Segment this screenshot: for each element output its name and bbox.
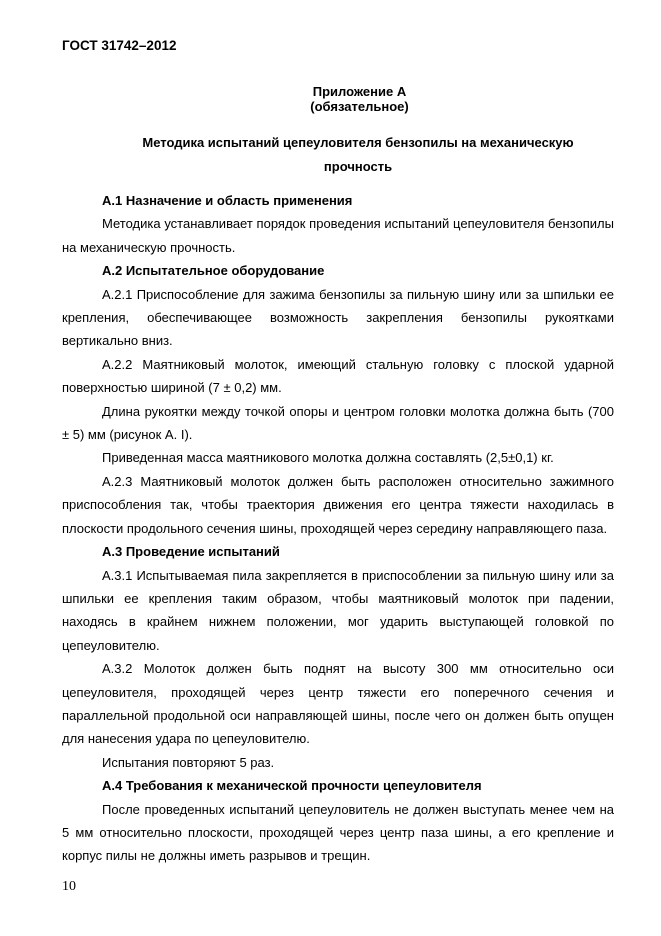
annex-title-line1: Методика испытаний цепеуловителя бензопилы на механическую <box>142 135 574 150</box>
annex-status: (обязательное) <box>310 99 409 114</box>
section-heading: А.3 Проведение испытаний <box>102 544 280 560</box>
paragraph: А.3.2 Молоток должен быть поднят на высоту 300 мм относительно оси цепеуловителя, проходящей через центр тяжести его поперечного сечения и параллельной продольной оси направляющей шины, после чего он должен быть опущен для нанесения удара по цепеуловителю. <box>62 661 614 747</box>
paragraph: После проведенных испытаний цепеуловитель не должен выступать менее чем на 5 мм относительно плоскости, проходящей через центр паза шины, а его крепление и корпус пилы не должны иметь разрывов и трещин. <box>62 801 614 864</box>
paragraph: А.2.3 Маятниковый молоток должен быть расположен относительно зажимного приспособления так, чтобы траектория движения его центра тяжести находилась в плоскости продольного сечения шины, проходящей через середину направляющего паза. <box>62 473 614 536</box>
section-heading: А.2 Испытательное оборудование <box>102 263 325 279</box>
paragraph: А.2.1 Приспособление для зажима бензопилы за пильную шину или за шпильки ее крепления, обеспечивающее возможность закрепления бензопилы рукоятками вертикально вниз. <box>62 286 614 349</box>
annex-label: Приложение А <box>312 84 407 99</box>
document-code: ГОСТ 31742–2012 <box>62 38 177 53</box>
paragraph: Приведенная масса маятникового молотка должна составлять (2,5±0,1) кг. <box>102 450 554 466</box>
document-body <box>62 189 614 868</box>
section-heading: А.1 Назначение и область применения <box>102 193 353 208</box>
annex-title <box>118 131 598 179</box>
page-number: 10 <box>62 879 76 894</box>
section-heading: А.4 Требования к механической прочности цепеуловителя <box>102 778 482 794</box>
paragraph: Испытания повторяют 5 раз. <box>102 754 275 770</box>
paragraph: А.2.2 Маятниковый молоток, имеющий стальную головку с плоской ударной поверхностью шириной (7 ± 0,2) мм. <box>62 356 614 396</box>
annex-heading <box>0 84 661 114</box>
paragraph: Длина рукоятки между точкой опоры и центром головки молотка должна быть (700 ± 5) мм (рисунок А. I). <box>62 403 614 443</box>
paragraph: А.3.1 Испытываемая пила закрепляется в приспособлении за пильную шину или за шпильки ее крепления таким образом, чтобы маятниковый молоток при падении, находясь в крайнем нижнем положении, мог ударить выступающей головкой по цепеуловителю. <box>62 567 614 653</box>
paragraph: Методика устанавливает порядок проведения испытаний цепеуловителя бензопилы на механическую прочность. <box>62 216 614 255</box>
annex-title-line2: прочность <box>323 159 393 174</box>
